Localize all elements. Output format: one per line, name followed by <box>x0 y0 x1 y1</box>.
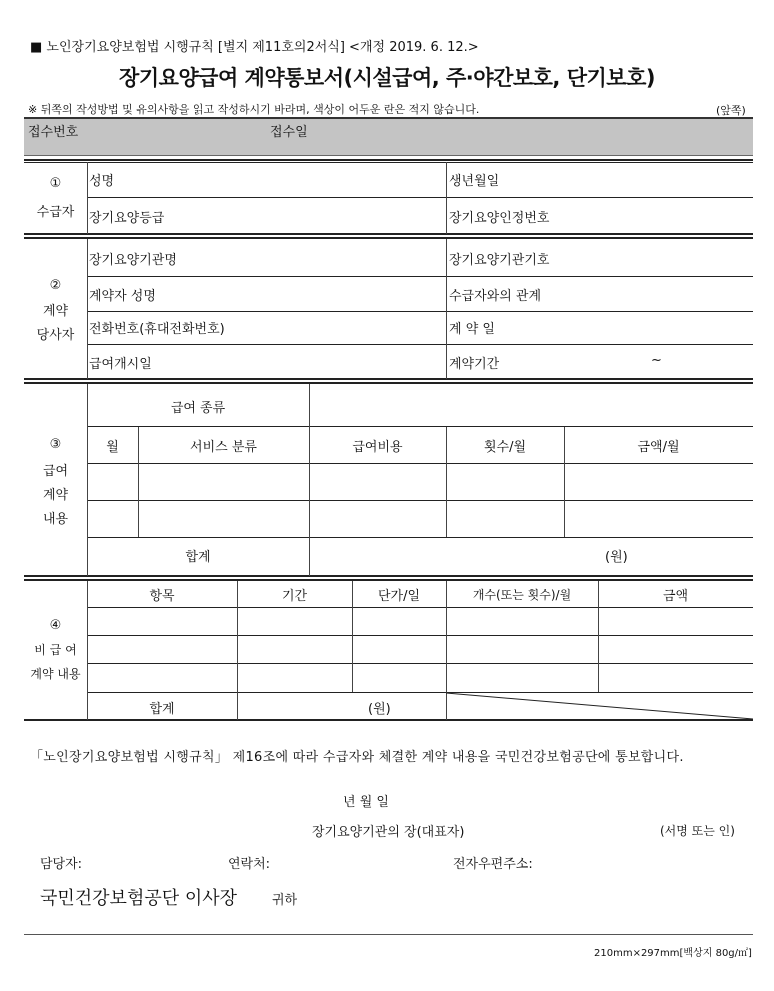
institution-head-label: 장기요양기관의 장(대표자) <box>312 825 465 840</box>
receipt-date-label: 접수일 <box>270 125 308 140</box>
contract-period-label: 계약기간 <box>449 357 500 372</box>
col-period: 기간 <box>281 589 308 604</box>
section4-title-line1: 비 급 여 <box>34 643 77 657</box>
receipt-number-label: 접수번호 <box>28 125 79 140</box>
relation-label: 수급자와의 관계 <box>449 289 542 304</box>
section4-number: ④ <box>49 618 62 633</box>
institution-name-label: 장기요양기관명 <box>89 253 177 268</box>
contact-label: 연락처: <box>228 857 271 872</box>
care-grade-label: 장기요양등급 <box>89 211 165 226</box>
receipt-band <box>24 117 753 156</box>
section2-title-line1: 계약 <box>42 304 69 319</box>
section3-number: ③ <box>49 437 62 452</box>
section3-total-label: 합계 <box>185 550 211 565</box>
recipient-name-label: 성명 <box>89 174 115 189</box>
care-cert-number-label: 장기요양인정번호 <box>449 211 550 226</box>
period-separator: ~ <box>651 353 662 368</box>
section3-title-line3: 내용 <box>42 512 69 527</box>
col-amount: 금액 <box>662 589 689 604</box>
benefit-type-label: 급여 종류 <box>170 401 226 416</box>
benefit-start-label: 급여개시일 <box>89 357 152 372</box>
col-count-per-month: 횟수/월 <box>483 440 527 455</box>
recipient-birth-label: 생년월일 <box>449 174 500 189</box>
col-service-category: 서비스 분류 <box>190 440 257 455</box>
form-reference: ■ 노인장기요양보험법 시행규칙 [별지 제11호의2서식] <개정 2019. 6. 12.> <box>30 40 479 55</box>
section1-title: 수급자 <box>36 205 75 220</box>
contract-date-label: 계 약 일 <box>449 322 495 337</box>
section4-won-unit: (원) <box>368 702 391 717</box>
col-quantity-per-month: 개수(또는 횟수)/월 <box>472 588 572 602</box>
section4-total-label: 합계 <box>149 702 175 717</box>
col-item: 항목 <box>149 589 175 604</box>
section2-number: ② <box>49 278 62 293</box>
signature-label: (서명 또는 인) <box>660 824 735 838</box>
page-side-label: (앞쪽) <box>716 104 746 117</box>
section3-title-line1: 급여 <box>42 464 69 479</box>
paper-spec: 210mm×297mm[백상지 80g/㎡] <box>594 948 752 959</box>
diagonal-strike-line <box>446 692 753 720</box>
section2-title-line2: 당사자 <box>36 328 75 343</box>
email-label: 전자우편주소: <box>453 857 533 872</box>
notification-statement: 「노인장기요양보험법 시행규칙」 제16조에 따라 수급자와 체결한 계약 내용을 국민건강보험공단에 통보합니다. <box>30 750 684 765</box>
section4-title-line2: 계약 내용 <box>30 667 81 681</box>
page-title: 장기요양급여 계약통보서(시설급여, 주·야간보호, 단기보호) <box>119 66 655 90</box>
col-unit-price: 단가/일 <box>377 589 421 604</box>
instruction-note: ※ 뒤쪽의 작성방법 및 유의사항을 읽고 작성하시기 바라며, 색상이 어두운 란은 적지 않습니다. <box>28 103 480 116</box>
col-month: 월 <box>106 440 119 455</box>
section3-title-line2: 계약 <box>42 488 69 503</box>
staff-label: 담당자: <box>40 857 83 872</box>
date-line: 년 월 일 <box>343 795 389 810</box>
institution-code-label: 장기요양기관기호 <box>449 253 550 268</box>
phone-label: 전화번호(휴대전화번호) <box>89 322 225 337</box>
section3-won-unit: (원) <box>605 550 628 565</box>
recipient-suffix: 귀하 <box>272 893 298 908</box>
contractor-name-label: 계약자 성명 <box>89 289 156 304</box>
section1-number: ① <box>49 176 62 191</box>
recipient-name: 국민건강보험공단 이사장 <box>40 888 237 909</box>
col-amount-per-month: 금액/월 <box>637 440 680 455</box>
col-benefit-cost: 급여비용 <box>352 440 403 455</box>
